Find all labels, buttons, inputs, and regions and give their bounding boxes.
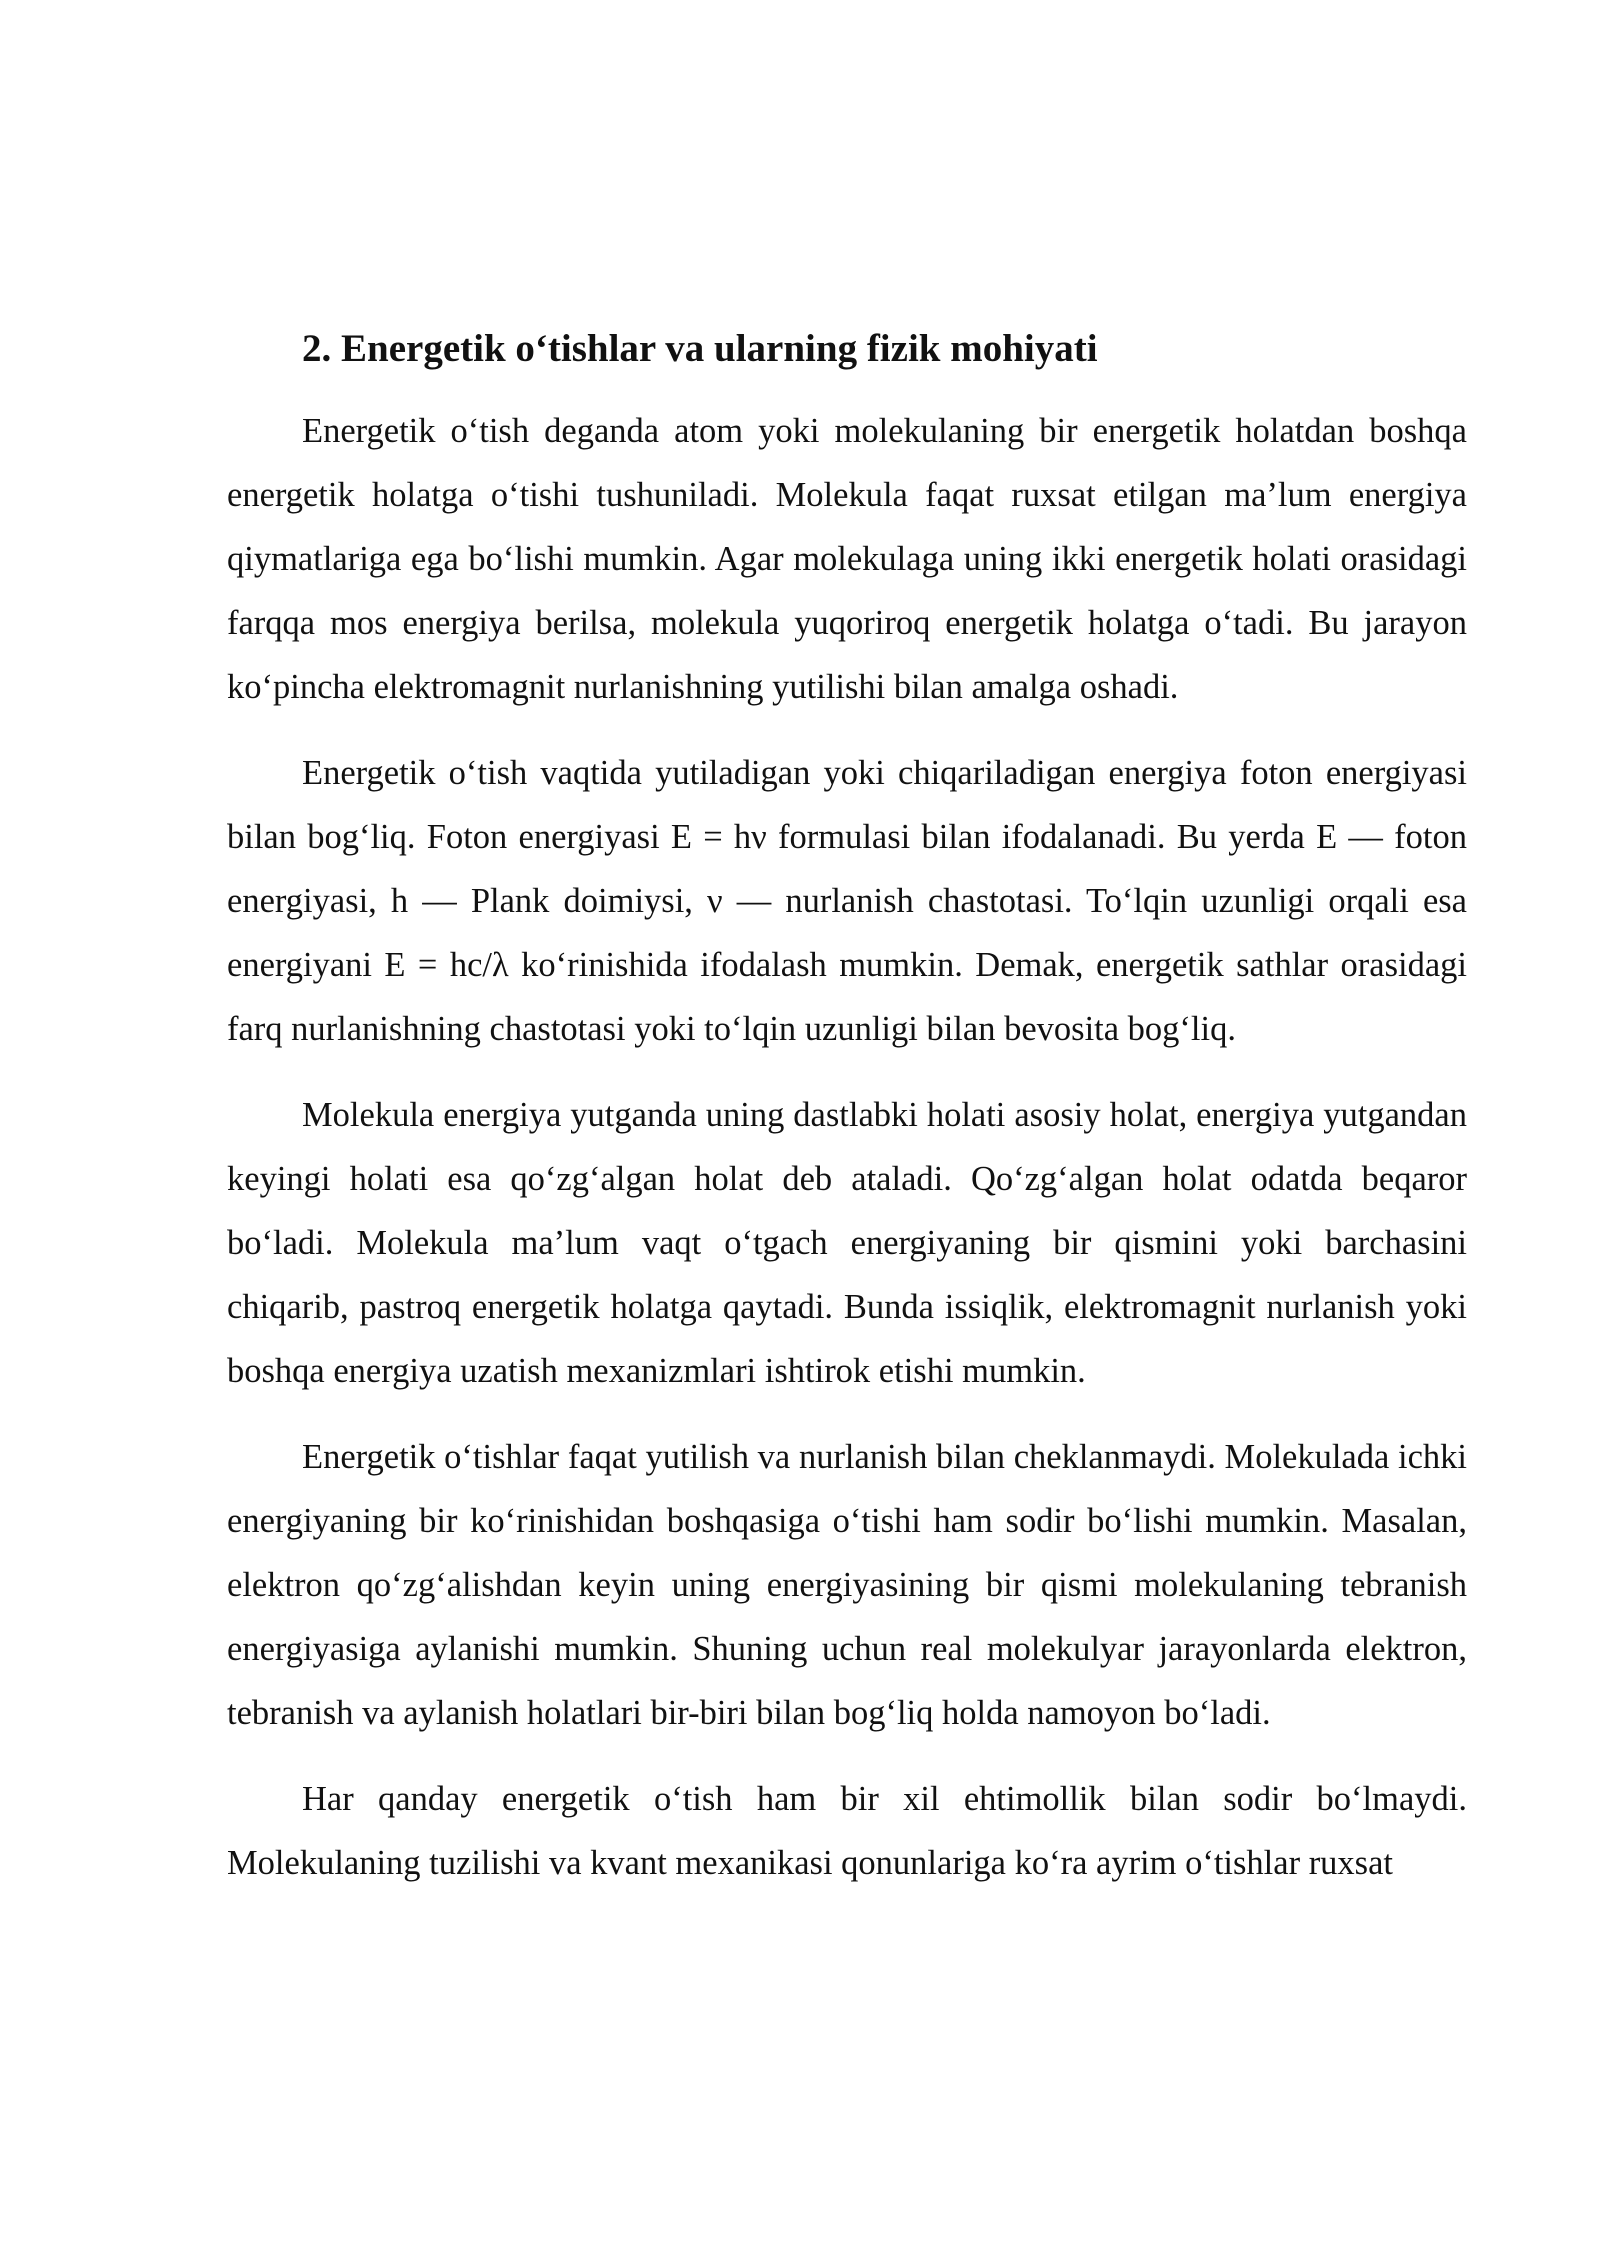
paragraph-internal-energy-conversion: Energetik o‘tishlar faqat yutilish va nurlanish bilan cheklanmaydi. Molekulada ichki energiyaning bir ko‘rinishidan boshqasiga o‘tishi ham sodir bo‘lishi mumkin. Masalan, elektron qo‘zg‘alishdan keyin uning energiyasining bir qismi molekulaning tebranish energiyasiga aylanishi mumkin. Shuning uchun real molekulyar jarayonlarda elektron, tebranish va aylanish holatlari bir-biri bilan bog‘liq holda namoyon bo‘ladi. xyxy=(227,1438,1467,1732)
paragraph-photon-energy: Energetik o‘tish vaqtida yutiladigan yoki chiqariladigan energiya foton energiyasi bilan bog‘liq. Foton energiyasi E = hν formulasi bilan ifodalanadi. Bu yerda E — foton energiyasi, h — Plank doimiysi, ν — nurlanish chastotasi. To‘lqin uzunligi orqali esa energiyani E = hc/λ ko‘rinishida ifodalash mumkin. Demak, energetik sathlar orasidagi farq nurlanishning chastotasi yoki to‘lqin uzunligi bilan bevosita bog‘liq. xyxy=(227,754,1467,1048)
paragraph-excited-state: Molekula energiya yutganda uning dastlabki holati asosiy holat, energiya yutgandan keyingi holati esa qo‘zg‘algan holat deb ataladi. Qo‘zg‘algan holat odatda beqaror bo‘ladi. Molekula ma’lum vaqt o‘tgach energiyaning bir qismini yoki barchasini chiqarib, pastroq energetik holatga qaytadi. Bunda issiqlik, elektromagnit nurlanish yoki boshqa energiya uzatish mexanizmlari ishtirok etishi mumkin. xyxy=(227,1096,1467,1390)
section-heading: 2. Energetik o‘tishlar va ularning fizik mohiyati xyxy=(302,327,1098,370)
document-body xyxy=(227,322,1467,1917)
paragraph-energetic-transition-definition: Energetik o‘tish deganda atom yoki molekulaning bir energetik holatdan boshqa energetik holatga o‘tishi tushuniladi. Molekula faqat ruxsat etilgan ma’lum energiya qiymatlariga ega bo‘lishi mumkin. Agar molekulaga uning ikki energetik holati orasidagi farqqa mos energiya berilsa, molekula yuqoriroq energetik holatga o‘tadi. Bu jarayon ko‘pincha elektromagnit nurlanishning yutilishi bilan amalga oshadi. xyxy=(227,412,1467,706)
paragraph-transition-probability: Har qanday energetik o‘tish ham bir xil ehtimollik bilan sodir bo‘lmaydi. Molekulaning tuzilishi va kvant mexanikasi qonunlariga ko‘ra ayrim o‘tishlar ruxsat xyxy=(227,1780,1467,1882)
